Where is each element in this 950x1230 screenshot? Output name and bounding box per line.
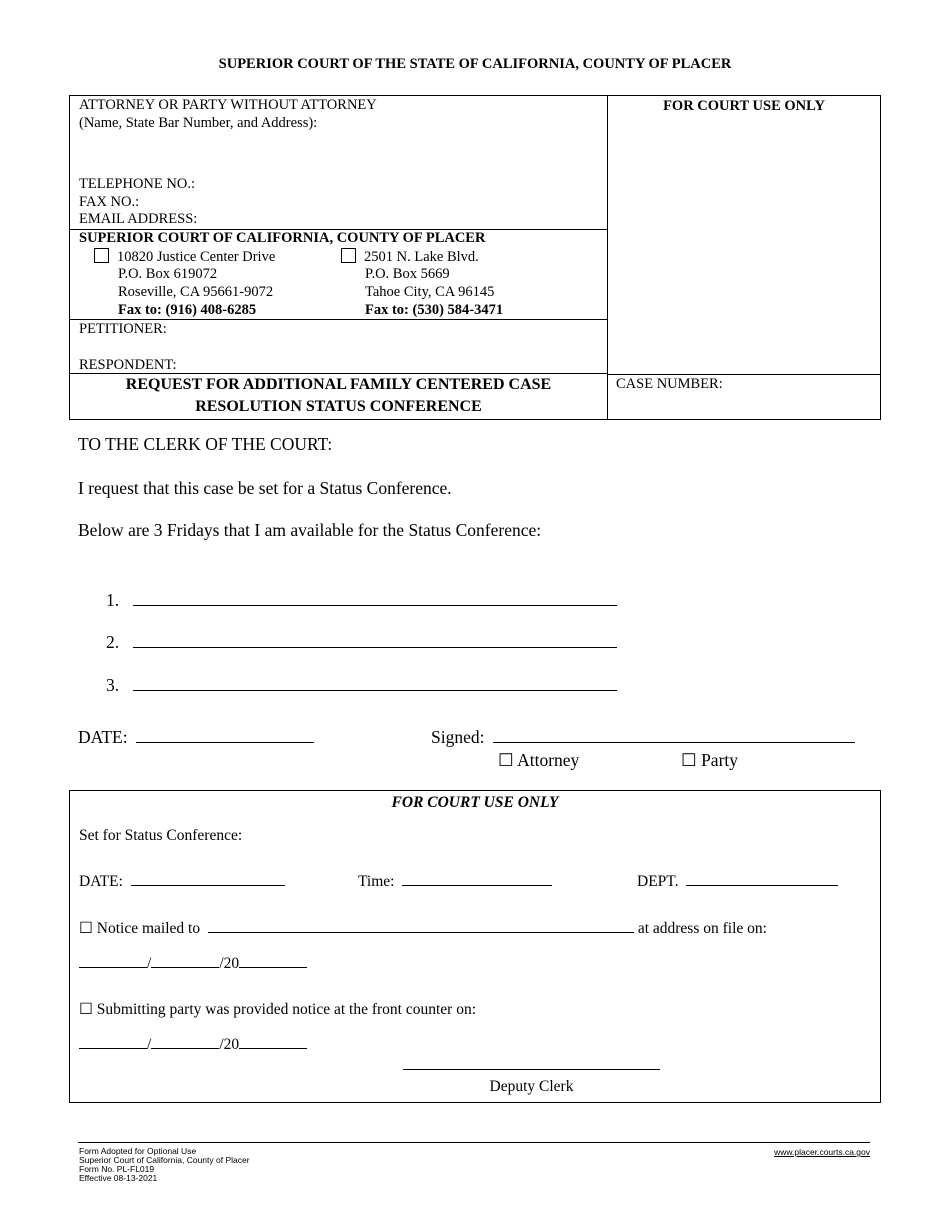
footer-line-2: Superior Court of California, County of Placer <box>79 1155 250 1165</box>
attorney-name-field[interactable] <box>79 132 607 160</box>
at-address-label: at address on file on: <box>637 920 767 937</box>
footer-line-1: Form Adopted for Optional Use <box>79 1146 197 1156</box>
fridays-text: Below are 3 Fridays that I am available for the Status Conference: <box>78 520 542 540</box>
year-prefix: /20 <box>219 955 240 972</box>
caption-table <box>69 95 881 420</box>
conf-time-label: Time: <box>358 873 395 890</box>
deputy-signature-line[interactable] <box>403 1069 660 1070</box>
friday-item-3 <box>106 675 617 696</box>
signature-field[interactable] <box>493 742 855 743</box>
attorney-label: ATTORNEY OR PARTY WITHOUT ATTORNEY <box>79 97 377 113</box>
tahoe-fax: Fax to: (530) 584-3471 <box>365 302 504 318</box>
notice-mailed-row <box>79 919 767 938</box>
roseville-checkbox[interactable] <box>94 248 109 263</box>
item-number: 3. <box>106 675 120 695</box>
footer-form-info <box>79 1147 250 1183</box>
petitioner-field[interactable] <box>79 339 607 357</box>
court-use-box <box>69 790 881 1103</box>
form-title-line1: REQUEST FOR ADDITIONAL FAMILY CENTERED CASE <box>125 376 552 393</box>
conf-date-label: DATE: <box>79 873 123 890</box>
conf-time-field[interactable] <box>402 885 552 886</box>
tahoe-city: Tahoe City, CA 96145 <box>365 284 495 300</box>
attorney-section <box>70 96 607 230</box>
footer-divider <box>78 1142 870 1143</box>
caption-right <box>608 96 880 419</box>
fax-label: FAX NO.: <box>79 193 140 210</box>
case-number-label: CASE NUMBER: <box>616 376 723 392</box>
signed-label: Signed: <box>431 727 485 747</box>
petitioner-label: PETITIONER: <box>79 321 167 337</box>
date-label: DATE: <box>78 727 128 747</box>
to-clerk: TO THE CLERK OF THE COURT: <box>78 434 333 454</box>
set-for-label: Set for Status Conference: <box>79 827 243 844</box>
conf-date-field[interactable] <box>131 885 285 886</box>
court-use-heading: FOR COURT USE ONLY <box>391 794 559 811</box>
date-field[interactable] <box>136 742 314 743</box>
conf-time-row <box>358 873 552 891</box>
tahoe-checkbox[interactable] <box>341 248 356 263</box>
mailed-day-field[interactable] <box>151 967 219 968</box>
mailed-date-row: / /20 <box>79 955 307 973</box>
tahoe-street: 2501 N. Lake Blvd. <box>364 249 479 265</box>
form-title-line2: RESOLUTION STATUS CONFERENCE <box>195 398 482 415</box>
counter-month-field[interactable] <box>79 1048 147 1049</box>
location-roseville <box>94 248 275 320</box>
signed-row <box>431 727 855 748</box>
attorney-option[interactable]: ☐ Attorney <box>498 750 580 770</box>
roseville-fax: Fax to: (916) 408-6285 <box>118 302 257 318</box>
friday-2-field[interactable] <box>133 647 617 648</box>
respondent-label: RESPONDENT: <box>79 356 177 373</box>
roseville-street: 10820 Justice Center Drive <box>117 249 276 265</box>
attorney-sub-label: (Name, State Bar Number, and Address): <box>79 114 318 131</box>
submitting-party-checkbox[interactable]: ☐ Submitting party was provided notice at the front counter on: <box>79 1001 477 1018</box>
court-section <box>70 230 607 320</box>
court-locations <box>79 248 607 320</box>
conf-dept-row <box>637 873 838 891</box>
friday-item-2 <box>106 632 617 653</box>
footer-website-link[interactable]: www.placer.courts.ca.gov <box>774 1147 870 1157</box>
parties-section <box>70 320 607 374</box>
roseville-po: P.O. Box 619072 <box>118 266 218 282</box>
location-tahoe <box>341 248 503 320</box>
date-row <box>78 727 314 748</box>
mailed-month-field[interactable] <box>79 967 147 968</box>
counter-day-field[interactable] <box>151 1048 219 1049</box>
counter-year-field[interactable] <box>239 1048 307 1049</box>
counter-date-row: / /20 <box>79 1036 307 1054</box>
request-text: I request that this case be set for a Status Conference. <box>78 478 452 498</box>
email-label: EMAIL ADDRESS: <box>79 211 198 227</box>
conf-dept-label: DEPT. <box>637 873 679 890</box>
conf-dept-field[interactable] <box>686 885 838 886</box>
mailed-year-field[interactable] <box>239 967 307 968</box>
deputy-clerk-label: Deputy Clerk <box>489 1078 574 1095</box>
year-prefix: /20 <box>219 1036 240 1053</box>
court-name: SUPERIOR COURT OF CALIFORNIA, COUNTY OF PLACER <box>79 230 486 246</box>
telephone-label: TELEPHONE NO.: <box>79 176 195 192</box>
court-use-only-heading: FOR COURT USE ONLY <box>663 98 825 114</box>
friday-3-field[interactable] <box>133 690 617 691</box>
friday-1-field[interactable] <box>133 605 617 606</box>
case-number-box[interactable] <box>608 374 880 420</box>
notice-mailed-field[interactable] <box>208 932 634 933</box>
roseville-city: Roseville, CA 95661-9072 <box>118 284 274 300</box>
tahoe-po: P.O. Box 5669 <box>365 266 450 282</box>
caption-left <box>70 96 608 419</box>
conf-date-row <box>79 873 285 891</box>
court-title: SUPERIOR COURT OF THE STATE OF CALIFORNIA, COUNTY OF PLACER <box>218 56 732 72</box>
item-number: 2. <box>106 632 120 652</box>
friday-item-1 <box>106 590 617 611</box>
form-title <box>70 374 607 420</box>
footer-line-4: Effective 08-13-2021 <box>79 1173 158 1183</box>
item-number: 1. <box>106 590 120 610</box>
party-option[interactable]: ☐ Party <box>681 750 739 770</box>
notice-mailed-checkbox[interactable]: ☐ Notice mailed to <box>79 920 201 937</box>
footer-line-3: Form No. PL-FL019 <box>79 1164 155 1174</box>
